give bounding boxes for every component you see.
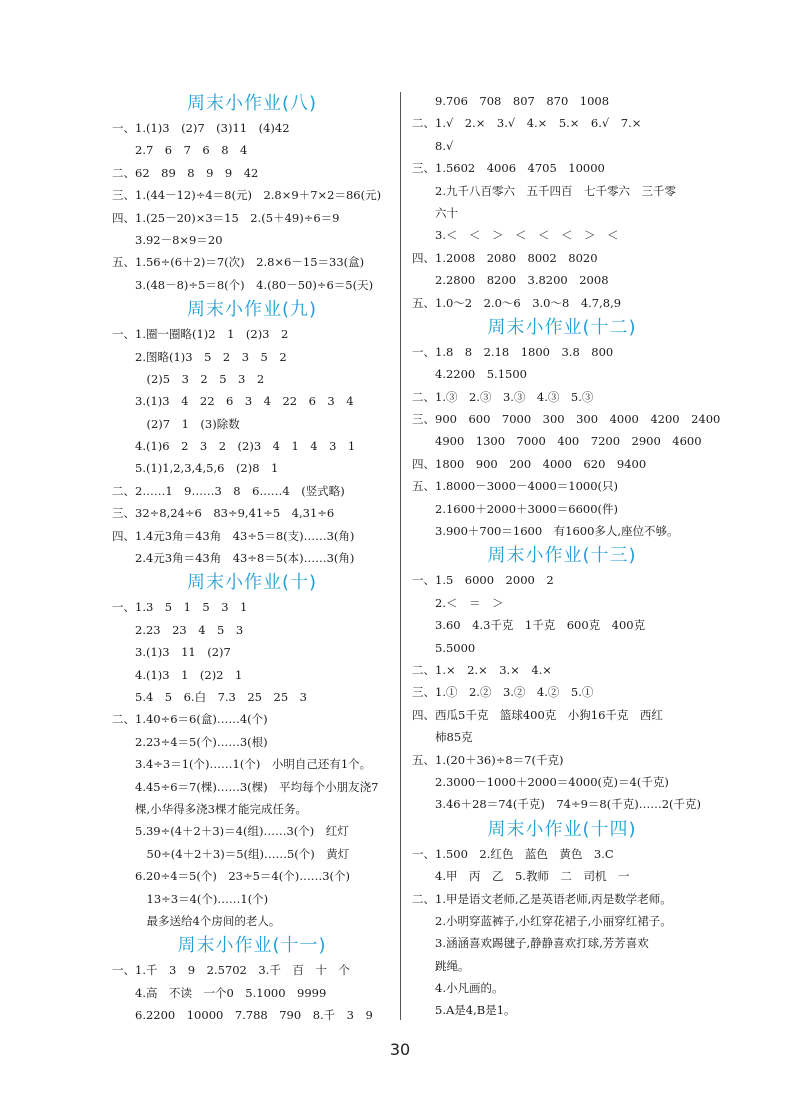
answer-line: 3.涵涵喜欢踢毽子,静静喜欢打球,芳芳喜欢 — [412, 936, 649, 951]
answer-line: 四、1.4元3角＝43角 43÷5＝8(支)……3(角) — [112, 528, 355, 543]
answer-line: 2.4元3角＝43角 43÷8＝5(本)……3(角) — [112, 551, 355, 566]
answer-line: 4.45÷6＝7(棵)……3(棵) 平均每个小朋友浇7 — [112, 779, 379, 794]
answer-line: 一、1.5 6000 2000 2 — [412, 573, 554, 588]
answer-line: 3.4÷3＝1(个)……1(个) 小明自己还有1个。 — [112, 757, 372, 772]
answer-line: 3.92－8×9＝20 — [112, 232, 223, 247]
answer-line: 9.706 708 807 870 1008 — [412, 94, 610, 108]
answer-line: (2)7 1 (3)除数 — [112, 416, 240, 431]
answer-line: 三、1.(44－12)÷4＝8(元) 2.8×9＋7×2＝86(元) — [112, 188, 382, 203]
answer-line: 五、1.(20＋36)÷8＝7(千克) — [412, 752, 564, 767]
answer-line: 2.1600＋2000＋3000＝6600(件) — [412, 501, 619, 516]
section-title: 周末小作业(十一) — [177, 935, 327, 957]
answer-line: 二、2……1 9……3 8 6……4 (竖式略) — [112, 483, 345, 498]
answer-line: 最多送给4个房间的老人。 — [112, 913, 281, 928]
answer-line: 柿85克 — [412, 730, 473, 745]
answer-line: 三、32÷8,24÷6 83÷9,41÷5 4,31÷6 — [112, 506, 335, 521]
answer-line: 3.(48－8)÷5＝8(个) 4.(80－50)÷6＝5(天) — [112, 277, 374, 292]
answer-line: 6.20÷4＝5(个) 23÷5＝4(个)……3(个) — [112, 869, 351, 884]
answer-line: 2.九千八百零六 五千四百 七千零六 三千零 — [412, 183, 676, 198]
answer-line: 4.2200 5.1500 — [412, 367, 527, 382]
answer-line: 二、1.甲是语文老师,乙是英语老师,丙是数学老师。 — [412, 891, 672, 906]
answer-line: 六十 — [412, 205, 458, 220]
answer-line: 三、1.5602 4006 4705 10000 — [412, 161, 605, 176]
section-title: 周末小作业(十四) — [487, 818, 637, 840]
answer-line: 5.39÷(4＋2＋3)＝4(组)……3(个) 红灯 — [112, 824, 349, 839]
answer-line: 3.＜ ＜ ＞ ＜ ＜ ＜ ＞ ＜ — [412, 228, 619, 243]
answer-line: 3.(1)3 11 (2)7 — [112, 645, 231, 660]
left-column — [112, 90, 392, 1026]
section-title: 周末小作业(八) — [186, 93, 318, 114]
answer-line: 三、1.① 2.② 3.② 4.② 5.① — [412, 685, 594, 700]
answer-line: 四、西瓜5千克 篮球400克 小狗16千克 西红 — [412, 707, 663, 722]
answer-line: 6.2200 10000 7.788 790 8.千 3 9 — [112, 1008, 373, 1023]
answer-line: 一、1.8 8 2.18 1800 3.8 800 — [412, 344, 614, 359]
answer-line: 二、62 89 8 9 9 42 — [112, 165, 259, 180]
answer-line: 三、900 600 7000 300 300 4000 4200 2400 — [412, 412, 721, 427]
section-title: 周末小作业(九) — [186, 299, 318, 321]
answer-line: 5.4 5 6.白 7.3 25 25 3 — [112, 689, 307, 704]
column-divider — [400, 92, 401, 1020]
answer-line: 二、1.③ 2.③ 3.③ 4.③ 5.③ — [412, 389, 594, 404]
answer-line: 8.√ — [412, 138, 454, 153]
answer-line: 50÷(4＋2＋3)＝5(组)……5(个) 黄灯 — [112, 846, 350, 861]
answer-line: 二、1.× 2.× 3.× 4.× — [412, 662, 552, 677]
answer-line: 4.(1)6 2 3 2 (2)3 4 1 4 3 1 — [112, 439, 356, 454]
page-number: 30 — [389, 1040, 411, 1059]
answer-line: 五、1.56÷(6＋2)＝7(次) 2.8×6－15＝33(盒) — [112, 255, 365, 270]
answer-line: 13÷3＝4(个)……1(个) — [112, 891, 269, 906]
answer-line: 二、1.40÷6＝6(盒)……4(个) — [112, 712, 268, 727]
right-column — [412, 90, 721, 1022]
answer-line: 5.5000 — [412, 640, 476, 655]
answer-line: 2.＜ ＝ ＞ — [412, 595, 504, 610]
answer-line: 2.3000－1000＋2000＝4000(克)＝4(千克) — [412, 774, 669, 789]
answer-line: 3.60 4.3千克 1千克 600克 400克 — [412, 618, 646, 633]
answer-line: 二、1.√ 2.× 3.√ 4.× 5.× 6.√ 7.× — [412, 116, 642, 131]
answer-line: 一、1.千 3 9 2.5702 3.千 百 十 个 — [112, 963, 350, 978]
section-title: 周末小作业(十三) — [487, 545, 637, 567]
answer-line: 一、1.(1)3 (2)7 (3)11 (4)42 — [112, 121, 290, 135]
answer-line: 2.2800 8200 3.8200 2008 — [412, 273, 609, 288]
answer-line: 五、1.8000－3000－4000＝1000(只) — [412, 479, 619, 494]
answer-line: 一、1.500 2.红色 蓝色 黄色 3.C — [412, 846, 614, 861]
answer-line: 2.7 6 7 6 8 4 — [112, 143, 248, 158]
answer-line: 3.900＋700＝1600 有1600多人,座位不够。 — [412, 524, 679, 539]
answer-line: 一、1.3 5 1 5 3 1 — [112, 600, 248, 615]
answer-line: (2)5 3 2 5 3 2 — [112, 371, 265, 386]
answer-line: 棵,小华得多浇3棵才能完成任务。 — [112, 801, 307, 816]
answer-line: 四、1.(25－20)×3＝15 2.(5＋49)÷6＝9 — [112, 210, 340, 225]
answer-line: 一、1.圈一圈略(1)2 1 (2)3 2 — [112, 327, 289, 342]
answer-line: 2.23÷4＝5(个)……3(根) — [112, 734, 268, 749]
answer-line: 4.小凡画的。 — [412, 981, 504, 996]
answer-line: 3.46＋28＝74(千克) 74÷9＝8(千克)……2(千克) — [412, 797, 702, 812]
answer-line: 4900 1300 7000 400 7200 2900 4600 — [412, 434, 702, 449]
answer-line: 2.小明穿蓝裤子,小红穿花裙子,小丽穿红裙子。 — [412, 913, 672, 928]
answer-line: 2.23 23 4 5 3 — [112, 622, 244, 637]
answer-line: 2.图略(1)3 5 2 3 5 2 — [112, 349, 287, 364]
answer-line: 4.甲 丙 乙 5.教师 二 司机 一 — [412, 869, 630, 884]
answer-line: 4.高 不读 一个0 5.1000 9999 — [112, 985, 327, 1000]
section-title: 周末小作业(十) — [186, 572, 318, 594]
answer-line: 5.(1)1,2,3,4,5,6 (2)8 1 — [112, 461, 279, 476]
answer-line: 跳绳。 — [412, 958, 470, 973]
answer-line: 4.(1)3 1 (2)2 1 — [112, 667, 243, 682]
answer-line: 五、1.0～2 2.0～6 3.0～8 4.7,8,9 — [412, 295, 622, 310]
section-title: 周末小作业(十二) — [487, 316, 637, 338]
answer-line: 四、1.2008 2080 8002 8020 — [412, 250, 598, 265]
answer-line: 5.A是4,B是1。 — [412, 1003, 516, 1018]
answer-line: 3.(1)3 4 22 6 3 4 22 6 3 4 — [112, 394, 354, 409]
answer-line: 四、1800 900 200 4000 620 9400 — [412, 456, 647, 471]
